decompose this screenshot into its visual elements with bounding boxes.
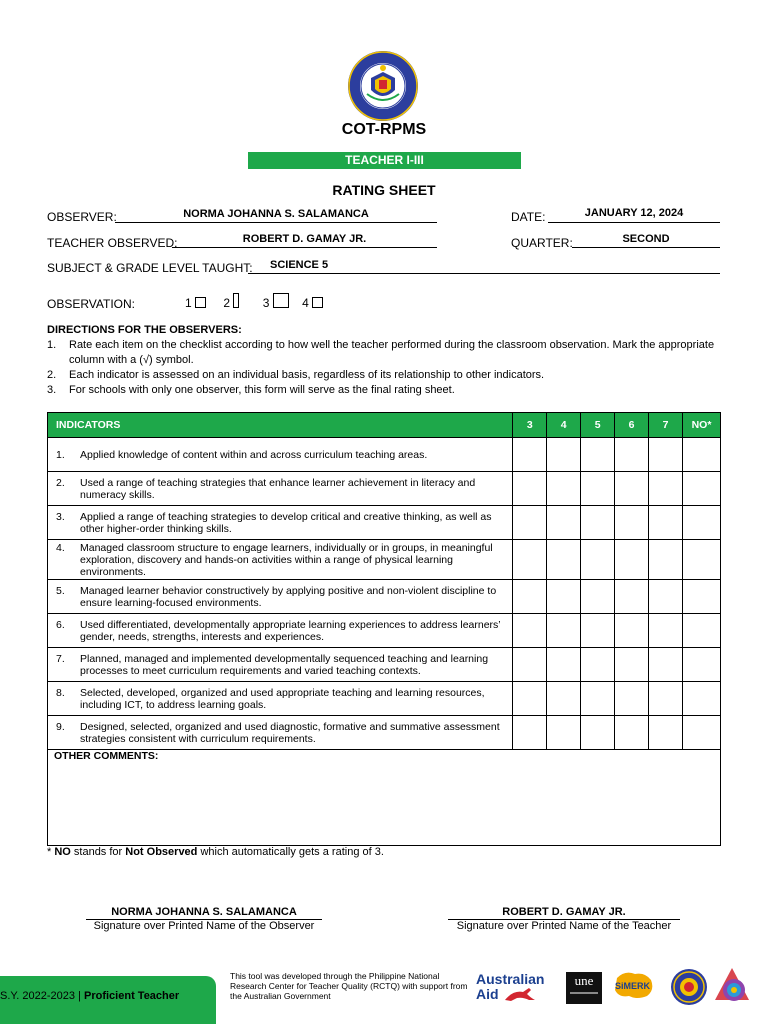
rating-cell-4[interactable] [547,506,581,540]
rating-cell-no[interactable] [682,682,720,716]
rating-cell-7[interactable] [649,716,683,750]
observer-signature-caption: Signature over Printed Name of the Observer [93,920,315,932]
indicator-cell: 7. Planned, managed and implemented developmentally sequenced teaching and learning processes to meet curriculum requirements and varied teaching contexts. [48,648,513,682]
rating-cell-5[interactable] [581,472,615,506]
teacher-level: Proficient Teacher [84,990,180,1002]
rating-cell-5[interactable] [581,614,615,648]
teacher-level-band: TEACHER I-III [248,152,521,169]
rating-cell-5[interactable] [581,716,615,750]
rating-cell-3[interactable] [513,614,547,648]
deped-seal [347,50,419,122]
footnote: * NO stands for Not Observed which automatically gets a rating of 3. [47,846,384,858]
col-header-no: NO* [682,413,720,438]
table-row [48,472,721,506]
col-header-3: 3 [513,413,547,438]
indicators-header: INDICATORS [48,413,513,438]
comments-label: OTHER COMMENTS: [54,750,159,762]
rating-cell-3[interactable] [513,682,547,716]
comments-cell[interactable] [48,750,721,846]
teacher-signature-block [448,906,680,932]
table-row [48,506,721,540]
teacher-signature-caption: Signature over Printed Name of the Teacher [456,920,672,932]
observation-label: OBSERVATION: [47,297,136,311]
kangaroo-icon [503,986,537,1002]
observation-option-3[interactable]: 3 [263,296,289,310]
observation-option-4[interactable]: 4 [302,296,323,310]
rating-sheet-subtitle: RATING SHEET [332,182,436,198]
page-title: COT-RPMS [341,121,427,138]
col-header-4: 4 [547,413,581,438]
rating-cell-7[interactable] [649,438,683,472]
rating-cell-5[interactable] [581,438,615,472]
rating-cell-4[interactable] [547,540,581,580]
rating-cell-7[interactable] [649,540,683,580]
checkbox-3[interactable] [273,293,289,308]
rating-cell-3[interactable] [513,472,547,506]
indicator-cell: 9. Designed, selected, organized and used diagnostic, formative and summative assessment strategies consistent with curriculum requirements. [48,716,513,750]
rating-cell-no[interactable] [682,716,720,750]
une-logo: une [566,972,602,1004]
indicator-cell: 8. Selected, developed, organized and used appropriate teaching and learning resources, including ICT, to address learning goals. [48,682,513,716]
direction-item: 1. Rate each item on the checklist according to how well the teacher performed during the classroom observation. Mark the appropriate column with a (√) symbol. [47,339,715,366]
subject-value: SCIENCE 5 [270,259,329,271]
col-header-6: 6 [615,413,649,438]
rating-cell-6[interactable] [615,506,649,540]
rating-cell-3[interactable] [513,540,547,580]
rating-cell-5[interactable] [581,682,615,716]
indicator-cell: 5. Managed learner behavior constructively by applying positive and non-violent discipline to ensure learning-focused environments. [48,580,513,614]
checkbox-1[interactable] [195,297,206,308]
observer-signature-block [86,906,322,932]
teacher-signature-name[interactable]: ROBERT D. GAMAY JR. [448,906,680,920]
indicators-table [47,412,721,846]
date-label: DATE: [511,210,546,224]
rating-cell-7[interactable] [649,682,683,716]
rating-cell-3[interactable] [513,438,547,472]
rating-cell-4[interactable] [547,716,581,750]
date-field[interactable]: JANUARY 12, 2024 [548,207,720,223]
rating-cell-6[interactable] [615,580,649,614]
rating-cell-7[interactable] [649,472,683,506]
col-header-5: 5 [581,413,615,438]
rating-cell-6[interactable] [615,648,649,682]
indicator-cell: 1. Applied knowledge of content within and across curriculum teaching areas. [48,438,513,472]
rating-cell-6[interactable] [615,472,649,506]
rating-cell-7[interactable] [649,506,683,540]
subject-label: SUBJECT & GRADE LEVEL TAUGHT: [47,261,253,275]
rctq-logo-icon [712,966,752,1006]
rating-cell-no[interactable] [682,580,720,614]
rating-cell-6[interactable] [615,716,649,750]
table-row [48,438,721,472]
partner-seal-icon [670,968,708,1006]
rating-cell-6[interactable] [615,540,649,580]
teacher-observed-field[interactable]: ROBERT D. GAMAY JR. [172,233,437,248]
rating-cell-3[interactable] [513,716,547,750]
quarter-label: QUARTER: [511,236,573,250]
indicator-cell: 3. Applied a range of teaching strategies to develop critical and creative thinking, as well as other higher-order thinking skills. [48,506,513,540]
rating-cell-4[interactable] [547,580,581,614]
table-row [48,540,721,580]
rating-cell-no[interactable] [682,438,720,472]
rating-cell-no[interactable] [682,614,720,648]
quarter-field[interactable]: SECOND [572,233,720,248]
rating-cell-no[interactable] [682,472,720,506]
rating-cell-6[interactable] [615,438,649,472]
direction-item: 3. For schools with only one observer, this form will serve as the final rating sheet. [47,384,455,396]
table-row [48,648,721,682]
observation-option-2[interactable]: 2 [223,296,239,310]
comments-row [48,750,721,846]
table-row [48,580,721,614]
checkbox-4[interactable] [312,297,323,308]
observer-field[interactable]: NORMA JOHANNA S. SALAMANCA [115,208,437,223]
footer-school-year-tab [0,976,216,1024]
checkbox-2[interactable] [233,293,239,308]
rating-cell-no[interactable] [682,648,720,682]
indicator-cell: 4. Managed classroom structure to engage learners, individually or in groups, in meaningful exploration, discovery and hands-on activities within a range of physical learning environments. [48,540,513,580]
footer-credit: This tool was developed through the Philippine National Research Center for Teacher Quality (RCTQ) with support from the Australian Government [230,971,468,1001]
col-header-7: 7 [649,413,683,438]
rating-cell-3[interactable] [513,506,547,540]
rating-cell-4[interactable] [547,472,581,506]
rating-cell-no[interactable] [682,540,720,580]
table-row [48,614,721,648]
indicator-cell: 6. Used differentiated, developmentally appropriate learning experiences to address learners’ gender, needs, strengths, interests and experiences. [48,614,513,648]
rating-cell-5[interactable] [581,540,615,580]
observation-options [185,293,323,310]
rating-cell-6[interactable] [615,614,649,648]
rating-cell-7[interactable] [649,614,683,648]
table-row [48,716,721,750]
rating-cell-7[interactable] [649,648,683,682]
rating-cell-no[interactable] [682,506,720,540]
rating-cell-6[interactable] [615,682,649,716]
rating-cell-3[interactable] [513,580,547,614]
australian-aid-logo: Australian Aid [476,971,545,1002]
rating-cell-5[interactable] [581,648,615,682]
observation-option-1[interactable]: 1 [185,296,206,310]
observer-label: OBSERVER: [47,210,117,224]
observer-signature-name[interactable]: NORMA JOHANNA S. SALAMANCA [86,906,322,920]
indicator-cell: 2. Used a range of teaching strategies that enhance learner achievement in literacy and numeracy skills. [48,472,513,506]
subject-field[interactable] [248,259,720,274]
seameo-logo: SiMERK [609,970,657,1004]
directions-heading: DIRECTIONS FOR THE OBSERVERS: [47,324,242,336]
rating-cell-5[interactable] [581,580,615,614]
rating-cell-4[interactable] [547,682,581,716]
directions-list [47,338,727,398]
school-year: S.Y. 2022-2023 | [0,990,84,1002]
direction-item: 2. Each indicator is assessed on an individual basis, regardless of its relationship to other indicators. [47,369,545,381]
rating-cell-5[interactable] [581,506,615,540]
teacher-observed-label: TEACHER OBSERVED: [47,236,178,250]
rating-cell-4[interactable] [547,438,581,472]
rating-cell-4[interactable] [547,648,581,682]
rating-cell-7[interactable] [649,580,683,614]
table-row [48,682,721,716]
rating-cell-3[interactable] [513,648,547,682]
rating-cell-4[interactable] [547,614,581,648]
